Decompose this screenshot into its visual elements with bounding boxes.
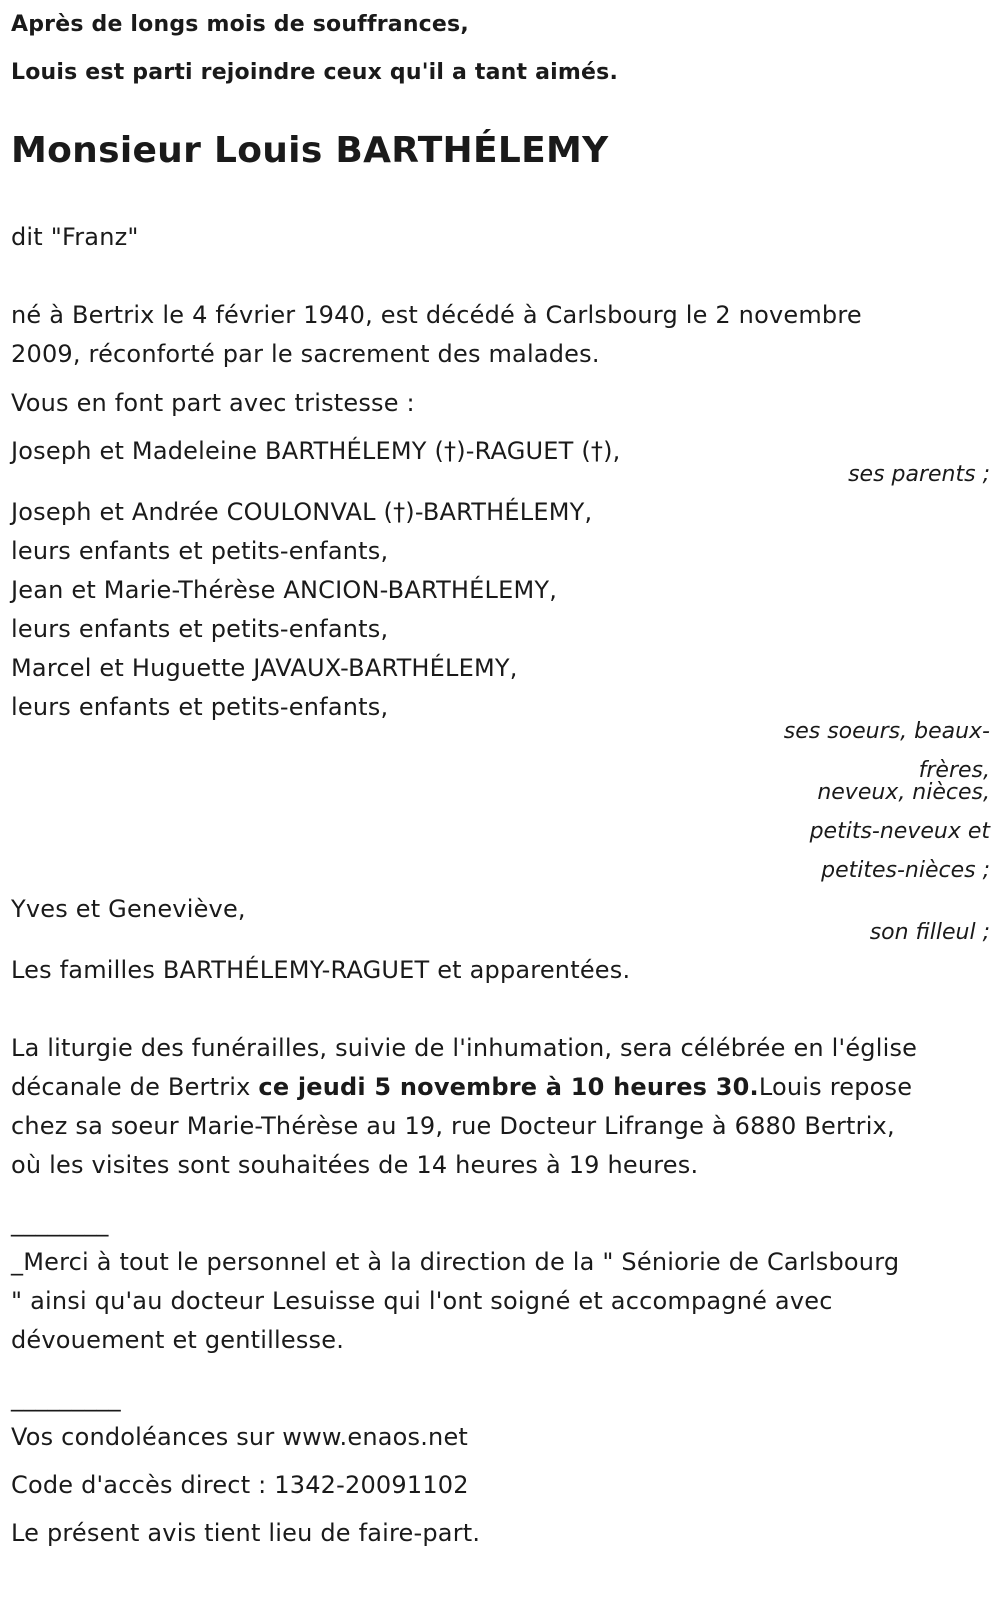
sibling-line: leurs enfants et petits-enfants,: [11, 615, 389, 643]
funeral-datetime: ce jeudi 5 novembre à 10 heures 30.: [258, 1073, 759, 1101]
funeral-repose: Louis repose: [758, 1073, 913, 1101]
condolences-line: Vos condoléances sur www.enaos.net: [11, 1423, 469, 1451]
notice-line: Le présent avis tient lieu de faire-part.: [11, 1519, 481, 1547]
funeral-line-3: chez sa soeur Marie-Thérèse au 19, rue Docteur Lifrange à 6880 Bertrix,: [11, 1112, 895, 1140]
birth-death-line-1: né à Bertrix le 4 février 1940, est décédé à Carlsbourg le 2 novembre: [11, 301, 862, 329]
funeral-line-4: où les visites sont souhaitées de 14 heures à 19 heures.: [11, 1151, 699, 1179]
parents-line: Joseph et Madeleine BARTHÉLEMY (†)-RAGUET (†),: [11, 437, 621, 465]
announcement: Vous en font part avec tristesse :: [11, 389, 415, 417]
siblings-relation: ses soeurs, beaux-frères,: [783, 719, 990, 783]
siblings-relation-line: petites-nièces ;: [821, 858, 990, 883]
sibling-line: leurs enfants et petits-enfants,: [11, 693, 389, 721]
funeral-location: décanale de Bertrix: [11, 1073, 259, 1101]
birth-death-line-2: 2009, réconforté par le sacrement des malades.: [11, 340, 600, 368]
nickname: dit "Franz": [11, 223, 139, 251]
thanks-line-2: " ainsi qu'au docteur Lesuisse qui l'ont soigné et accompagné avec: [11, 1287, 833, 1315]
siblings-relation-line: neveux, nièces,: [817, 780, 990, 805]
funeral-line-1: La liturgie des funérailles, suivie de l'inhumation, sera célébrée en l'église: [11, 1034, 918, 1062]
separator: _________: [11, 1384, 121, 1412]
thanks-line-1: _Merci à tout le personnel et à la direction de la " Séniorie de Carlsbourg: [11, 1248, 900, 1276]
thanks-line-3: dévouement et gentillesse.: [11, 1326, 345, 1354]
siblings-relation-line: petits-neveux et: [809, 819, 990, 844]
intro-line-2: Louis est parti rejoindre ceux qu'il a tant aimés.: [11, 60, 618, 85]
families-line: Les familles BARTHÉLEMY-RAGUET et apparentées.: [11, 956, 631, 984]
funeral-line-2: [11, 1068, 912, 1107]
sibling-line: Joseph et Andrée COULONVAL (†)-BARTHÉLEMY,: [11, 498, 593, 526]
godson-line: Yves et Geneviève,: [11, 895, 246, 923]
intro-line-1: Après de longs mois de souffrances,: [11, 12, 469, 37]
access-code-line: Code d'accès direct : 1342-20091102: [11, 1471, 469, 1499]
sibling-line: Jean et Marie-Thérèse ANCION-BARTHÉLEMY,: [11, 576, 558, 604]
sibling-line: Marcel et Huguette JAVAUX-BARTHÉLEMY,: [11, 654, 518, 682]
parents-relation: ses parents ;: [848, 462, 990, 487]
deceased-name: Monsieur Louis BARTHÉLEMY: [11, 130, 609, 171]
separator: ________: [11, 1209, 109, 1237]
godson-relation: son filleul ;: [869, 920, 990, 945]
sibling-line: leurs enfants et petits-enfants,: [11, 537, 389, 565]
